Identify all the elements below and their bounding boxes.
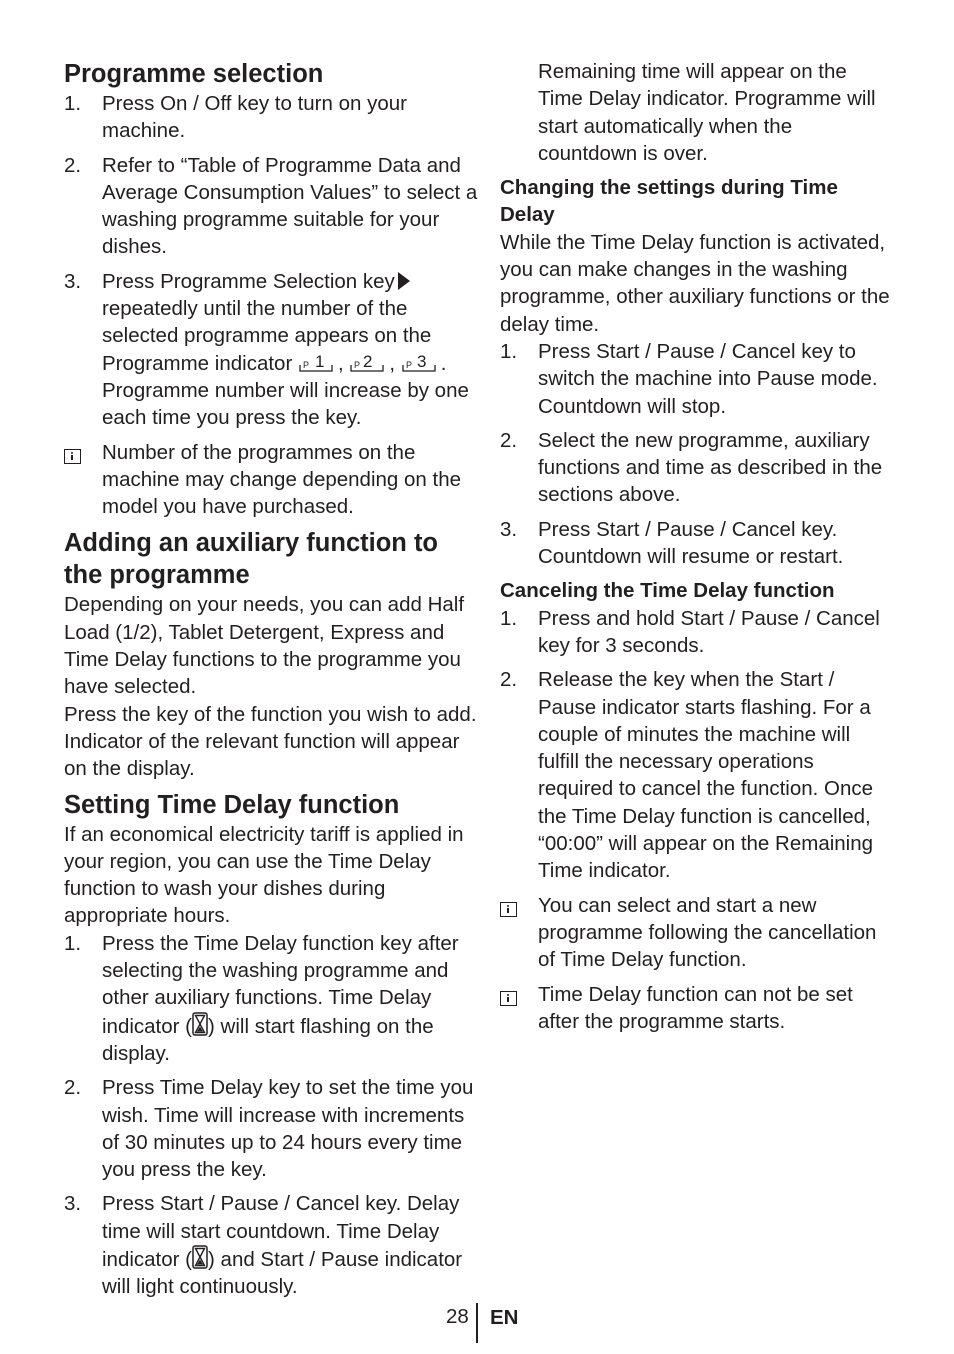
item-number: 1. [500,339,518,363]
footer-divider [476,1303,478,1343]
svg-text:P: P [405,359,412,370]
paragraph: Press the key of the function you wish to add. Indicator of the relevant function will appear on the display. [64,702,477,781]
item-number: 1. [64,931,82,955]
paragraph: Remaining time will appear on the Time Delay indicator. Programme will start automatically when the countdown is over. [538,60,876,165]
item-text [102,1190,480,1300]
changing-heading: Changing the settings during Time Delay [500,176,838,227]
auxiliary-heading: Adding an auxiliary function to the programme [64,529,439,590]
list-item [500,516,892,571]
note [64,439,480,521]
item-text: Refer to “Table of Programme Data and Average Consumption Values” to select a washing programme suitable for your dishes. [102,153,478,259]
item-text: Release the key when the Start / Pause indicator starts flashing. For a couple of minutes the machine will fulfill the necessary operations required to cancel the function. Once the Time Delay function is cancelled, “00:00” will appear on the Remaining Time indicator. [538,668,874,883]
hourglass-icon [192,1012,208,1036]
list-item [64,930,480,1067]
item-text [102,930,480,1067]
play-triangle-icon [398,272,410,290]
item-number: 2. [64,1076,82,1100]
item-text: Press On / Off key to turn on your machine. [102,92,407,143]
item-number: 1. [64,92,82,115]
continued-item-text [500,58,892,167]
indicator-label: 1 [314,351,325,371]
item-number: 3. [500,517,518,541]
right-column [500,58,892,1042]
programme-indicator-1-icon [298,350,338,374]
item-text: Press Start / Pause / Cancel key. Countdown will resume or restart. [538,517,844,569]
programme-selection-list [64,90,480,432]
item-number: 2. [500,428,518,452]
list-item [500,605,892,660]
list-item [64,1190,480,1300]
indicator-label: 2 [363,351,373,371]
changing-list [500,338,892,570]
paragraph: While the Time Delay function is activated, you can make changes in the washing programme, other auxiliary functions or the delay time. [500,230,890,336]
item-text: Press and hold Start / Pause / Cancel key for 3 seconds. [538,606,880,657]
note-text: Number of the programmes on the machine may change depending on the model you have purchased. [102,440,462,519]
paragraph: If an economical electricity tariff is applied in your region, you can use the Time Delay function to wash your dishes during appropriate hours. [64,822,464,928]
item-number: 3. [64,269,82,293]
item-number: 1. [500,606,518,630]
text-part: Press Programme Selection key [102,269,395,293]
note [500,892,892,974]
programme-selection-heading: Programme selection [64,60,324,88]
note [500,981,892,1036]
item-text [102,268,480,432]
indicator-label: 3 [416,351,427,371]
text-part: ) and Start / Pause indicator will light continuously. [102,1247,463,1299]
text-part: Press Start / Pause / Cancel key. Delay time will start countdown. Time Delay indicator ( [102,1192,460,1271]
separator: , [389,351,396,375]
paragraph: Depending on your needs, you can add Half Load (1/2), Tablet Detergent, Express and Time Delay functions to the programme you have selected. [64,593,465,699]
text-part: repeatedly until the number of the selected programme appears on the Programme indicator [102,297,432,375]
separator: . [440,351,447,375]
item-text: Press Start / Pause / Cancel key to switch the machine into Pause mode. Countdown will stop. [538,339,878,418]
list-item [500,427,892,509]
page-footer [0,1303,954,1343]
list-item [500,666,892,884]
time-delay-list [64,930,480,1301]
left-column [64,58,480,1308]
item-text: Press Time Delay key to set the time you wish. Time will increase with increments of 30 minutes up to 24 hours every time you press the key. [102,1076,474,1182]
time-delay-heading: Setting Time Delay function [64,790,400,819]
item-text: Select the new programme, auxiliary functions and time as described in the sections above. [538,428,883,507]
note-text: You can select and start a new programme following the cancellation of Time Delay function. [538,893,877,972]
programme-indicator-3-icon [401,350,441,374]
list-item [64,152,480,261]
separator: , [337,351,344,375]
text-part: ) will start flashing on the display. [102,1014,434,1065]
item-number: 2. [500,668,518,692]
hourglass-icon [192,1245,208,1269]
text-part: Programme number will increase by one each time you press the key. [102,378,469,430]
info-icon [500,902,517,917]
text-part: Press the Time Delay function key after selecting the washing programme and other auxiliary functions. Time Delay indicator ( [102,931,459,1038]
canceling-list [500,605,892,885]
note-text: Time Delay function can not be set after the programme starts. [538,982,853,1033]
svg-text:P: P [302,359,309,370]
list-item [64,268,480,432]
page-number: 28 [446,1305,469,1328]
programme-indicator-2-icon [349,350,389,374]
info-icon [500,991,517,1006]
item-number: 3. [64,1192,82,1216]
canceling-heading: Canceling the Time Delay function [500,579,835,603]
list-item [64,90,480,145]
item-number: 2. [64,153,82,177]
svg-text:P: P [354,359,361,370]
language-code: EN [490,1306,519,1329]
list-item [64,1074,480,1183]
list-item [500,338,892,420]
info-icon [64,449,81,464]
